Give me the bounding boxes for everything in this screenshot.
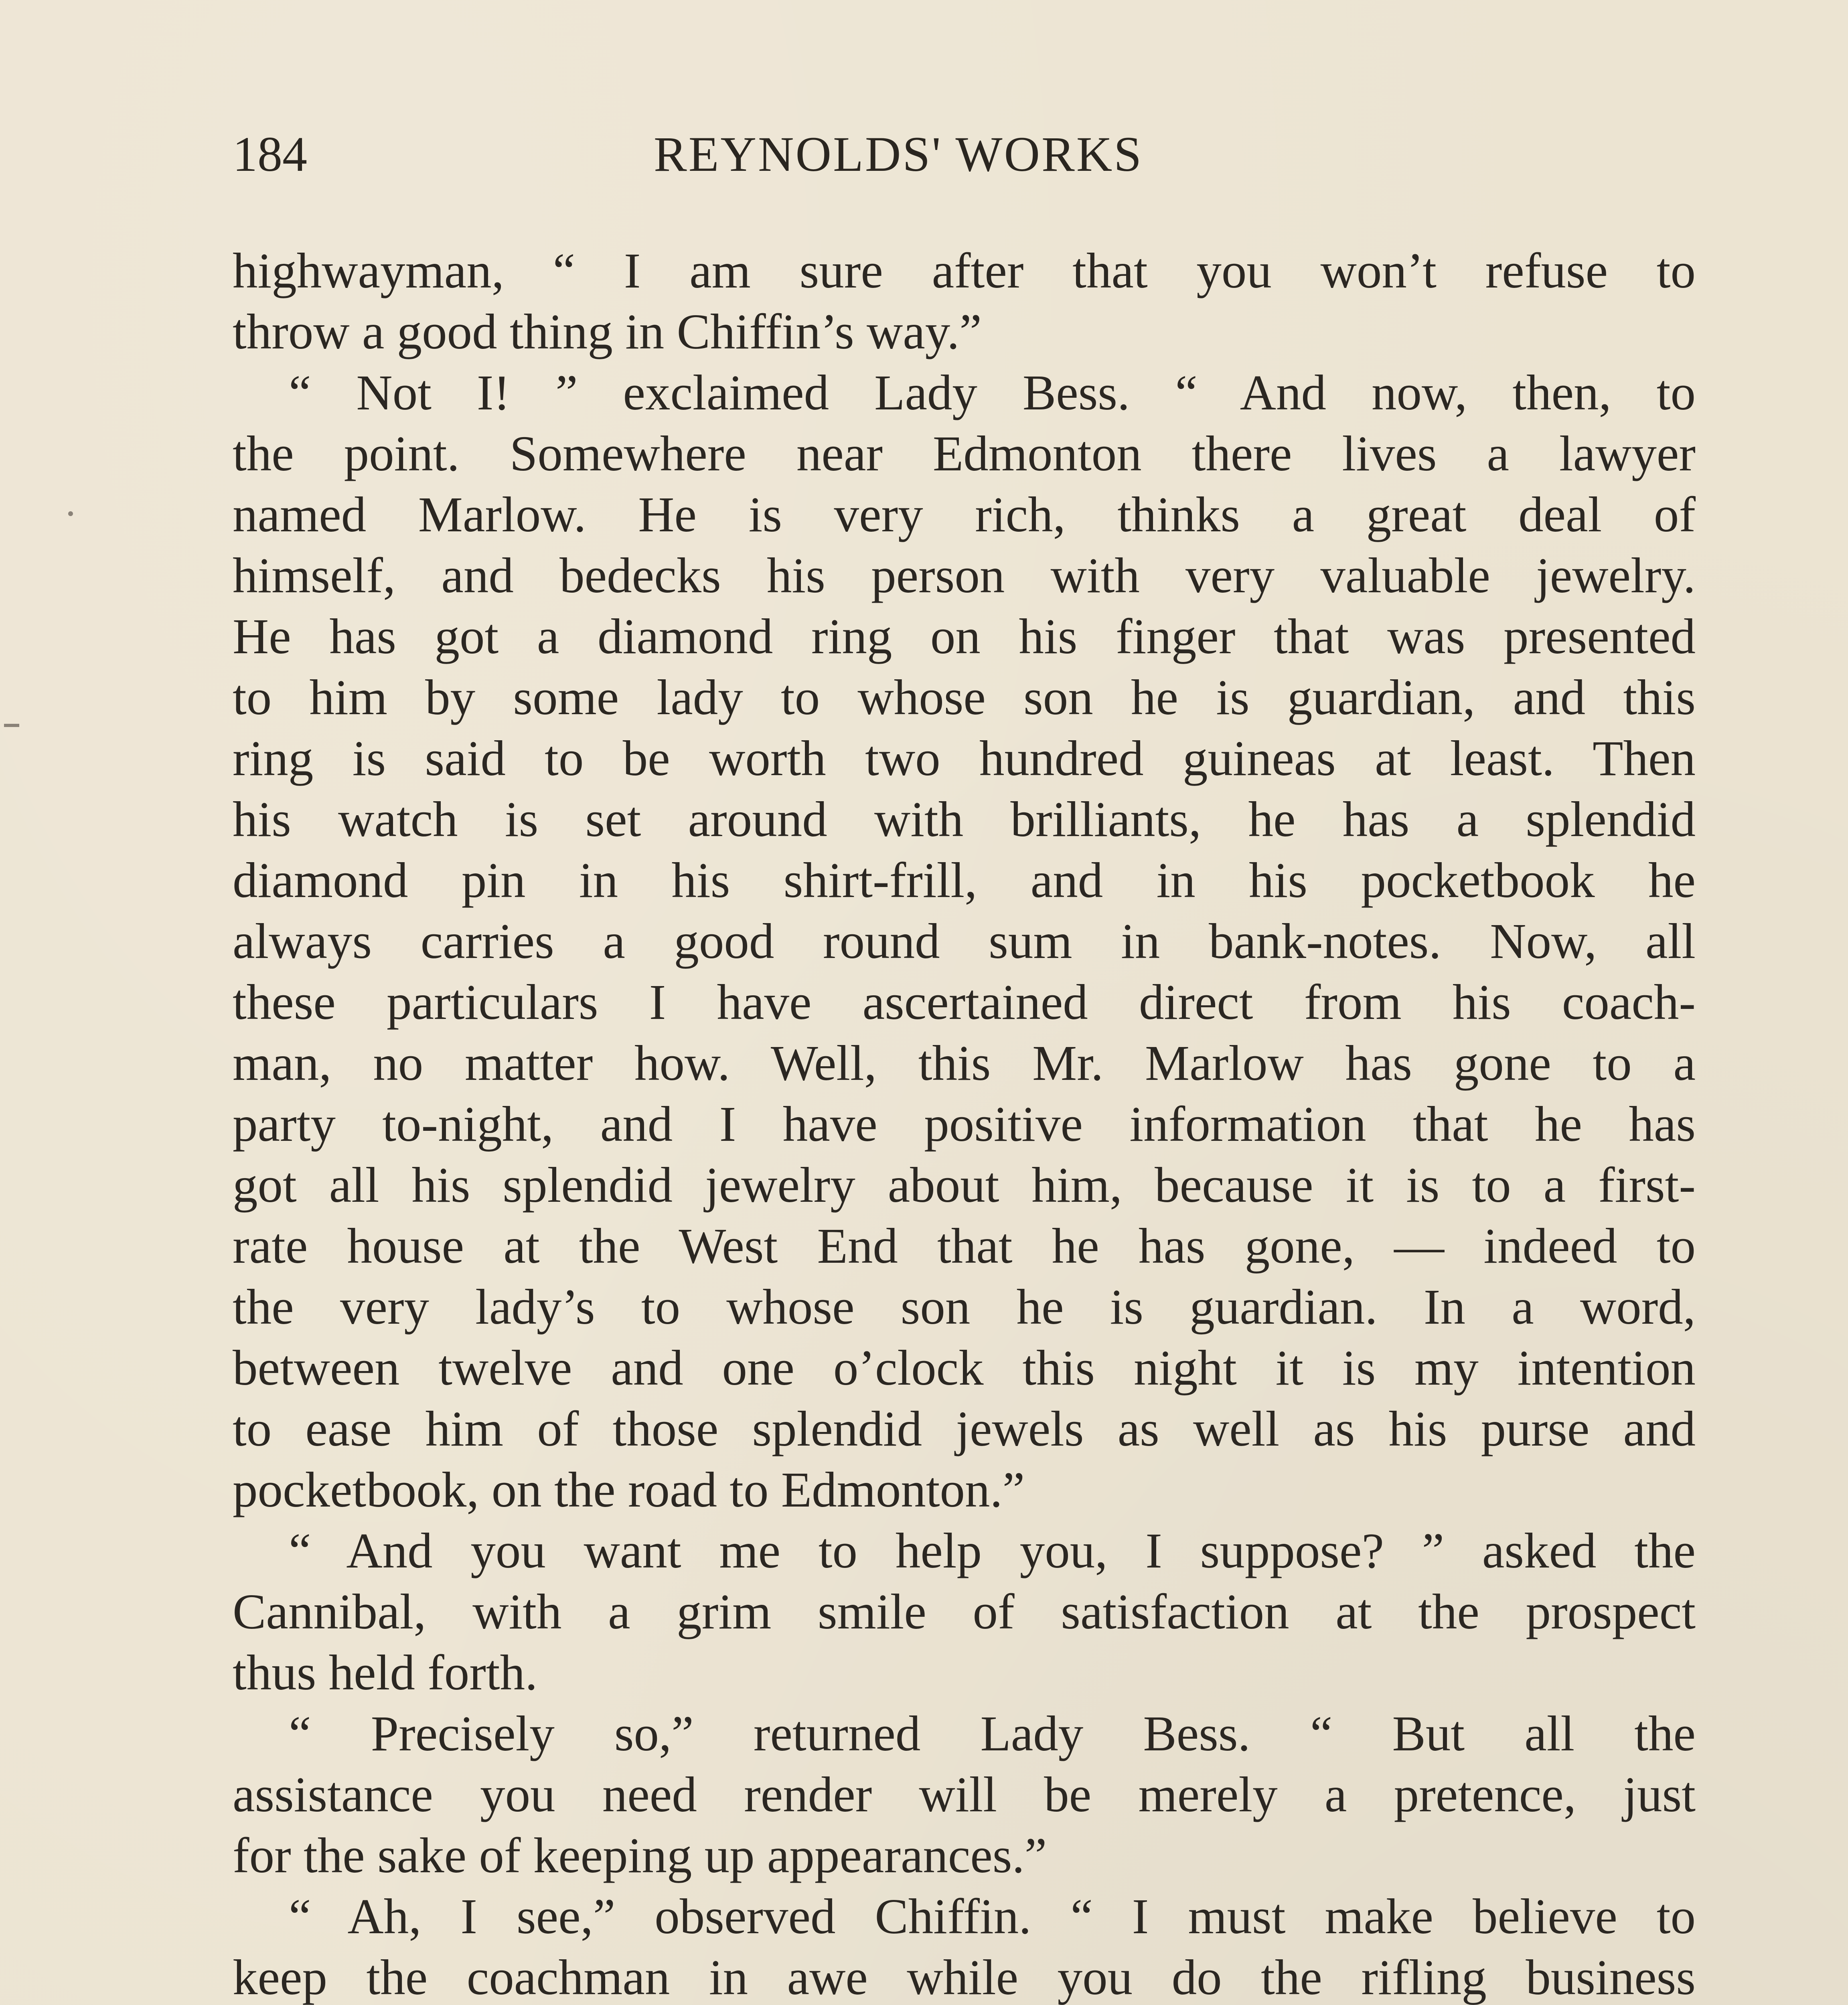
text-line: highwayman, “ I am sure after that you won’t refuse to: [233, 243, 1696, 299]
text-line: the point. Somewhere near Edmonton there lives a lawyer: [233, 426, 1696, 482]
text-line: assistance you need render will be merely a pretence, just: [233, 1767, 1696, 1823]
text-line: “ And you want me to help you, I suppose? ” asked the: [289, 1523, 1696, 1579]
text-line: these particulars I have ascertained direct from his coach-: [233, 975, 1696, 1030]
text-line: named Marlow. He is very rich, thinks a great deal of: [233, 487, 1696, 543]
body-text: [233, 241, 1696, 2005]
text-line: for the sake of keeping up appearances.”: [233, 1828, 1047, 1883]
text-line: always carries a good round sum in bank-notes. Now, all: [233, 914, 1696, 969]
text-line: throw a good thing in Chiffin’s way.”: [233, 304, 982, 360]
margin-dash-mark: [4, 724, 19, 727]
text-line: pocketbook, on the road to Edmonton.”: [233, 1462, 1025, 1518]
text-line: between twelve and one o’clock this night it is my intention: [233, 1341, 1696, 1396]
text-line: to ease him of those splendid jewels as well as his purse and: [233, 1401, 1696, 1457]
text-line: party to-night, and I have positive information that he has: [233, 1097, 1696, 1152]
text-line: “ Precisely so,” returned Lady Bess. “ But all the: [289, 1706, 1696, 1762]
text-line: rate house at the West End that he has gone, — indeed to: [233, 1219, 1696, 1274]
text-line: ring is said to be worth two hundred guineas at least. Then: [233, 731, 1696, 786]
text-line: thus held forth.: [233, 1645, 538, 1701]
text-line: man, no matter how. Well, this Mr. Marlow has gone to a: [233, 1036, 1696, 1091]
text-line: the very lady’s to whose son he is guardian. In a word,: [233, 1280, 1696, 1335]
text-line: keep the coachman in awe while you do the rifling business: [233, 1950, 1696, 2005]
text-line: “ Not I! ” exclaimed Lady Bess. “ And now, then, to: [289, 365, 1696, 421]
text-line: diamond pin in his shirt-frill, and in his pocketbook he: [233, 853, 1696, 908]
page-header: [233, 120, 1696, 188]
text-line: himself, and bedecks his person with very valuable jewelry.: [233, 548, 1696, 604]
running-head: REYNOLDS' WORKS: [654, 127, 1143, 182]
text-line: “ Ah, I see,” observed Chiffin. “ I must make believe to: [289, 1889, 1696, 1944]
margin-dot-mark: [68, 511, 73, 516]
text-line: his watch is set around with brilliants, he has a splendid: [233, 792, 1696, 847]
page-number: 184: [233, 127, 307, 182]
text-line: to him by some lady to whose son he is guardian, and this: [233, 670, 1696, 725]
text-line: Cannibal, with a grim smile of satisfaction at the prospect: [233, 1584, 1696, 1640]
text-line: got all his splendid jewelry about him, because it is to a first-: [233, 1158, 1696, 1213]
text-line: He has got a diamond ring on his finger that was presented: [233, 609, 1696, 664]
